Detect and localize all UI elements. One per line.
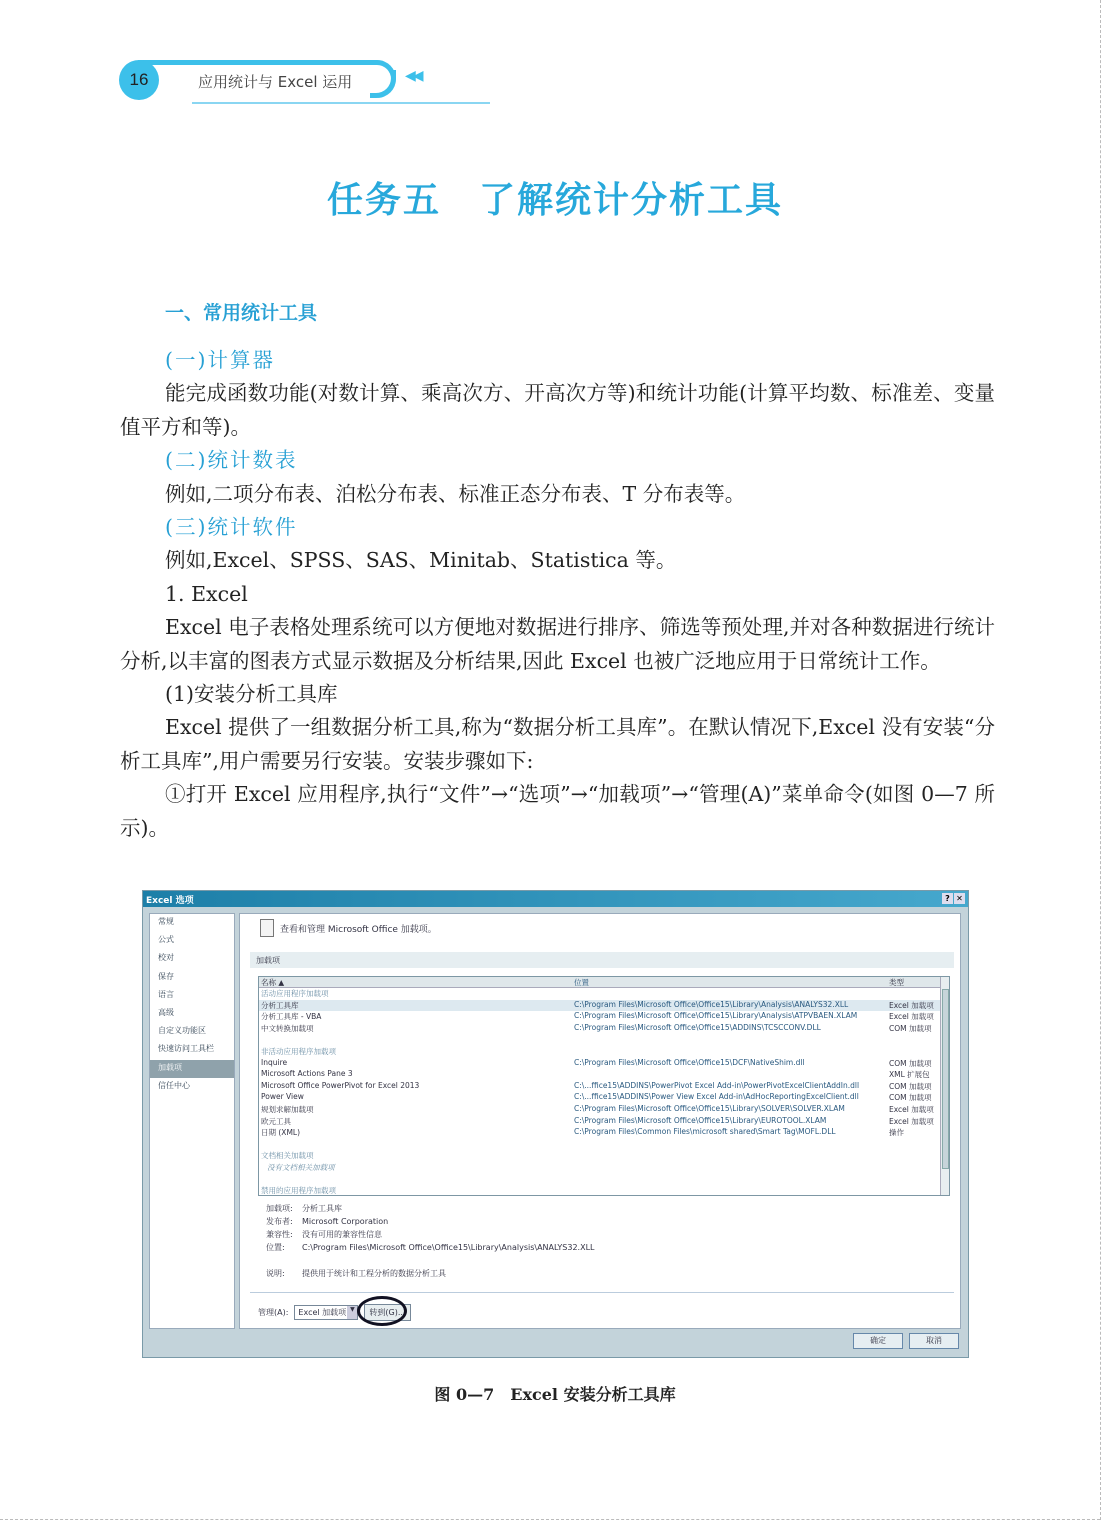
cell-type: Excel 加载项	[889, 1116, 934, 1126]
cell-loc: C:\...ffice15\ADDINS\Power View Excel Add-in\AdHocReportingExcelClient.dll	[574, 1092, 859, 1102]
cell-type: COM 加载项	[889, 1081, 932, 1091]
cell-type: Excel 加载项	[889, 1104, 934, 1114]
page-border-bottom	[0, 1519, 1100, 1520]
group-header	[259, 1046, 949, 1058]
cell-name: Microsoft Actions Pane 3	[261, 1069, 353, 1079]
close-icon[interactable]: ✕	[954, 893, 965, 904]
nav-item[interactable]: 信任中心	[158, 1080, 190, 1090]
cell-type: COM 加载项	[889, 1058, 932, 1068]
manage-label: 管理(A):	[258, 1308, 289, 1317]
paragraph: 例如,二项分布表、泊松分布表、标准正态分布表、T 分布表等。	[165, 481, 746, 506]
detail-key: 位置:	[266, 1243, 285, 1252]
cell-name: 没有文档相关加载项	[267, 1162, 335, 1172]
go-label: 转到(G)...	[369, 1308, 406, 1317]
group-header	[259, 1162, 949, 1174]
section-title: 一、常用统计工具	[165, 302, 318, 324]
list-item[interactable]	[259, 1000, 949, 1012]
list-item[interactable]	[259, 1127, 949, 1139]
cell-loc: C:\Program Files\Microsoft Office\Office15\Library\EUROTOOL.XLAM	[574, 1115, 827, 1125]
addins-list[interactable]	[258, 976, 950, 1196]
list-header	[259, 977, 949, 988]
cell-name: 日期 (XML)	[261, 1128, 301, 1138]
cell-loc: C:\Program Files\Microsoft Office\Office15\Library\Analysis\ANALYS32.XLL	[574, 999, 849, 1009]
nav-item[interactable]: 自定义功能区	[158, 1026, 206, 1036]
cell-name: 分析工具库 - VBA	[261, 1012, 322, 1022]
paragraph: 能完成函数功能(对数计算、乘高次方、开高次方等)和统计功能(计算平均数、标准差、变量值平方和等)。	[120, 381, 995, 439]
cancel-button[interactable]: 取消	[909, 1333, 959, 1349]
ok-button[interactable]: 确定	[853, 1333, 903, 1349]
detail-value: 分析工具库	[302, 1204, 342, 1213]
excel-options-screenshot	[142, 890, 969, 1358]
list-item[interactable]	[259, 1092, 949, 1104]
subsection-title: (三)统计软件	[165, 515, 298, 540]
list-item[interactable]	[259, 1174, 949, 1186]
cell-type: 操作	[889, 1128, 904, 1138]
paragraph: Excel 提供了一组数据分析工具,称为“数据分析工具库”。在默认情况下,Excel 没有安装“分析工具库”,用户需要另行安装。安装步骤如下:	[120, 715, 995, 773]
page-border-right	[1100, 0, 1101, 1520]
cell-name: 文档相关加载项	[261, 1151, 314, 1161]
list-item[interactable]	[259, 1081, 949, 1093]
cell-name: 规划求解加载项	[261, 1104, 314, 1114]
cell-name: Inquire	[261, 1057, 288, 1067]
detail-value: 没有可用的兼容性信息	[302, 1230, 382, 1239]
cell-type: Excel 加载项	[889, 1012, 934, 1022]
paragraph: ①打开 Excel 应用程序,执行“文件”→“选项”→“加载项”→“管理(A)”菜单命令(如图 0—7 所示)。	[120, 782, 995, 840]
col-type[interactable]: 类型	[889, 978, 904, 987]
cell-loc: C:\Program Files\Microsoft Office\Office15\Library\SOLVER\SOLVER.XLAM	[574, 1103, 845, 1113]
arrows-icon: ◀◀	[405, 68, 421, 84]
cell-name: Power View	[261, 1092, 304, 1102]
addins-panel	[239, 913, 961, 1329]
cell-loc: C:\Program Files\Microsoft Office\Office15\ADDINS\TCSCCONV.DLL	[574, 1022, 821, 1032]
col-name[interactable]: 名称 ▲	[261, 978, 285, 987]
nav-item[interactable]: 高级	[158, 1007, 174, 1017]
cell-type: XML 扩展包	[889, 1070, 930, 1080]
paragraph: 1. Excel	[165, 581, 248, 606]
cell-name: 非活动应用程序加载项	[261, 1046, 336, 1056]
nav-item[interactable]: 常规	[158, 917, 174, 926]
dialog-title: Excel 选项	[146, 896, 194, 906]
list-item[interactable]	[259, 1139, 949, 1151]
cell-name: 分析工具库	[261, 1000, 299, 1010]
cell-name: 活动应用程序加载项	[261, 989, 329, 998]
col-location[interactable]: 位置	[574, 978, 589, 987]
list-item[interactable]	[259, 1034, 949, 1046]
cell-loc: C:\...ffice15\ADDINS\PowerPivot Excel Add-in\PowerPivotExcelClientAddIn.dll	[574, 1080, 860, 1090]
group-header	[259, 1150, 949, 1162]
book-title: 应用统计与 Excel 运用	[198, 73, 353, 91]
go-button[interactable]	[364, 1304, 410, 1321]
cell-loc: C:\Program Files\Common Files\microsoft shared\Smart Tag\MOFL.DLL	[574, 1127, 836, 1137]
nav-item[interactable]: 语言	[158, 989, 174, 999]
list-item[interactable]	[259, 1023, 949, 1035]
cell-type: COM 加载项	[889, 1093, 932, 1103]
page-number: 16	[119, 60, 159, 100]
detail-key: 发布者:	[266, 1217, 293, 1226]
nav-item[interactable]: 快速访问工具栏	[158, 1044, 214, 1054]
cell-loc: C:\Program Files\Microsoft Office\Office15\DCF\NativeShim.dll	[574, 1057, 805, 1067]
cell-name: Microsoft Office PowerPivot for Excel 2013	[261, 1080, 420, 1090]
highlight-circle	[357, 1296, 407, 1326]
group-header	[259, 1185, 949, 1196]
nav-item[interactable]: 加载项	[150, 1060, 234, 1078]
detail-key: 兼容性:	[266, 1230, 293, 1239]
list-item[interactable]	[259, 1058, 949, 1070]
addins-gear-icon	[260, 919, 274, 937]
manage-value: Excel 加载项	[298, 1308, 347, 1317]
section-bar: 加载项	[250, 952, 954, 968]
cell-type: COM 加载项	[889, 1023, 932, 1033]
addin-details	[266, 1202, 594, 1280]
nav-item[interactable]: 保存	[158, 971, 174, 981]
paragraph: Excel 电子表格处理系统可以方便地对数据进行排序、筛选等预处理,并对各种数据进行统计分析,以丰富的图表方式显示数据及分析结果,因此 Excel 也被广泛地应用于日常统计工作。	[120, 615, 995, 673]
group-header	[259, 988, 949, 1000]
cell-type: Excel 加载项	[889, 1000, 934, 1010]
header-ribbon-curl	[370, 70, 396, 98]
detail-value: C:\Program Files\Microsoft Office\Office15\Library\Analysis\ANALYS32.XLL	[302, 1243, 595, 1252]
detail-value: 提供用于统计和工程分析的数据分析工具	[302, 1269, 446, 1278]
cell-name: 禁用的应用程序加载项	[261, 1186, 336, 1196]
list-item[interactable]	[259, 1011, 949, 1023]
manage-select[interactable]	[294, 1305, 358, 1320]
paragraph: 例如,Excel、SPSS、SAS、Minitab、Statistica 等。	[165, 548, 677, 573]
manage-row	[258, 1304, 411, 1321]
list-item[interactable]	[259, 1116, 949, 1128]
paragraph: (1)安装分析工具库	[165, 682, 338, 707]
figure-caption: 图 0—7 Excel 安装分析工具库	[434, 1385, 676, 1404]
nav-item[interactable]: 公式	[158, 935, 174, 945]
subsection-title: (二)统计数表	[165, 448, 298, 473]
list-item[interactable]	[259, 1104, 949, 1116]
subsection-title: (一)计算器	[165, 348, 275, 372]
panel-heading: 查看和管理 Microsoft Office 加载项。	[280, 925, 437, 935]
cell-name: 欧元工具	[261, 1116, 291, 1126]
cell-name: 中文转换加载项	[261, 1023, 314, 1033]
help-icon[interactable]: ?	[942, 893, 953, 904]
dialog-titlebar	[143, 891, 968, 907]
list-scrollbar[interactable]	[940, 977, 949, 1195]
detail-value: Microsoft Corporation	[302, 1217, 389, 1226]
body-text	[120, 344, 995, 845]
task-title: 任务五 了解统计分析工具	[326, 180, 783, 221]
chevron-down-icon: ▼	[347, 1306, 357, 1319]
options-nav	[149, 913, 235, 1329]
detail-key: 说明:	[266, 1269, 285, 1278]
cell-loc: C:\Program Files\Microsoft Office\Office15\Library\Analysis\ATPVBAEN.XLAM	[574, 1011, 858, 1021]
nav-item[interactable]: 校对	[158, 953, 174, 963]
list-item[interactable]	[259, 1069, 949, 1081]
detail-key: 加载项:	[266, 1204, 293, 1213]
header-rule	[192, 102, 490, 104]
